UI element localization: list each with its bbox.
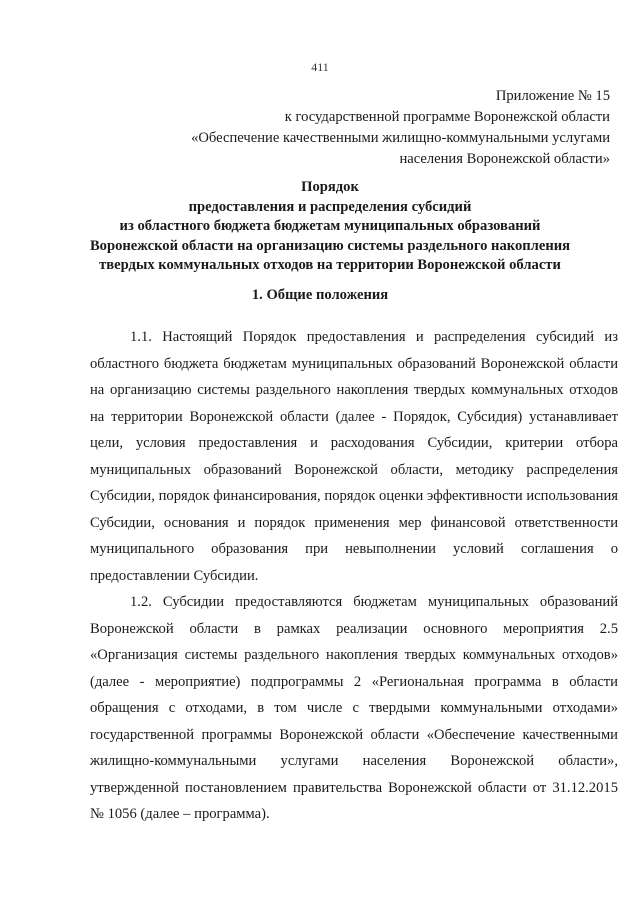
title-line: Порядок xyxy=(301,179,359,195)
appendix-line: «Обеспечение качественными жилищно-коммунальными услугами xyxy=(191,130,610,146)
document-title xyxy=(80,178,580,276)
appendix-line: Приложение № 15 xyxy=(495,88,610,104)
appendix-line: населения Воронежской области» xyxy=(399,151,610,167)
title-line: из областного бюджета бюджетам муниципальных образований xyxy=(119,218,541,234)
title-line: твердых коммунальных отходов на территории Воронежской области xyxy=(99,257,561,273)
title-line: Воронежской области на организацию системы раздельного накопления xyxy=(89,237,571,254)
appendix-header xyxy=(90,86,610,170)
appendix-line: к государственной программе Воронежской области xyxy=(284,109,610,125)
title-line: предоставления и распределения субсидий xyxy=(188,198,472,215)
page-number: 411 xyxy=(311,60,329,74)
paragraph-1-2: 1.2. Субсидии предоставляются бюджетам муниципальных образований Воронежской области в рамках реализации основного мероприятия 2.5 «Организация системы раздельного накопления твердых коммунальных отходов» (далее - мероприятие) подпрограммы 2 «Региональная программа в области обращения с отходами, в том числе с твердыми коммунальными отходами» государственной программы Воронежской области «Обеспечение качественными жилищно-коммунальными услугами населения Воронежской области», утвержденной постановлением правительства Воронежской области от 31.12.2015 № 1056 (далее – программа). xyxy=(90,594,618,822)
body-text xyxy=(90,324,618,828)
section-heading: 1. Общие положения xyxy=(251,287,389,303)
paragraph-1-1: 1.1. Настоящий Порядок предоставления и распределения субсидий из областного бюджета бюджетам муниципальных образований Воронежской области на организацию системы раздельного накопления твердых коммунальных отходов на территории Воронежской области (далее - Порядок, Субсидия) устанавливает цели, условия предоставления и расходования Субсидии, критерии отбора муниципальных образований Воронежской области, методику распределения Субсидии, порядок финансирования, порядок оценки эффективности использования Субсидии, основания и порядок применения мер финансовой ответственности муниципального образования при невыполнении условий соглашения о предоставлении Субсидии. xyxy=(90,329,618,584)
